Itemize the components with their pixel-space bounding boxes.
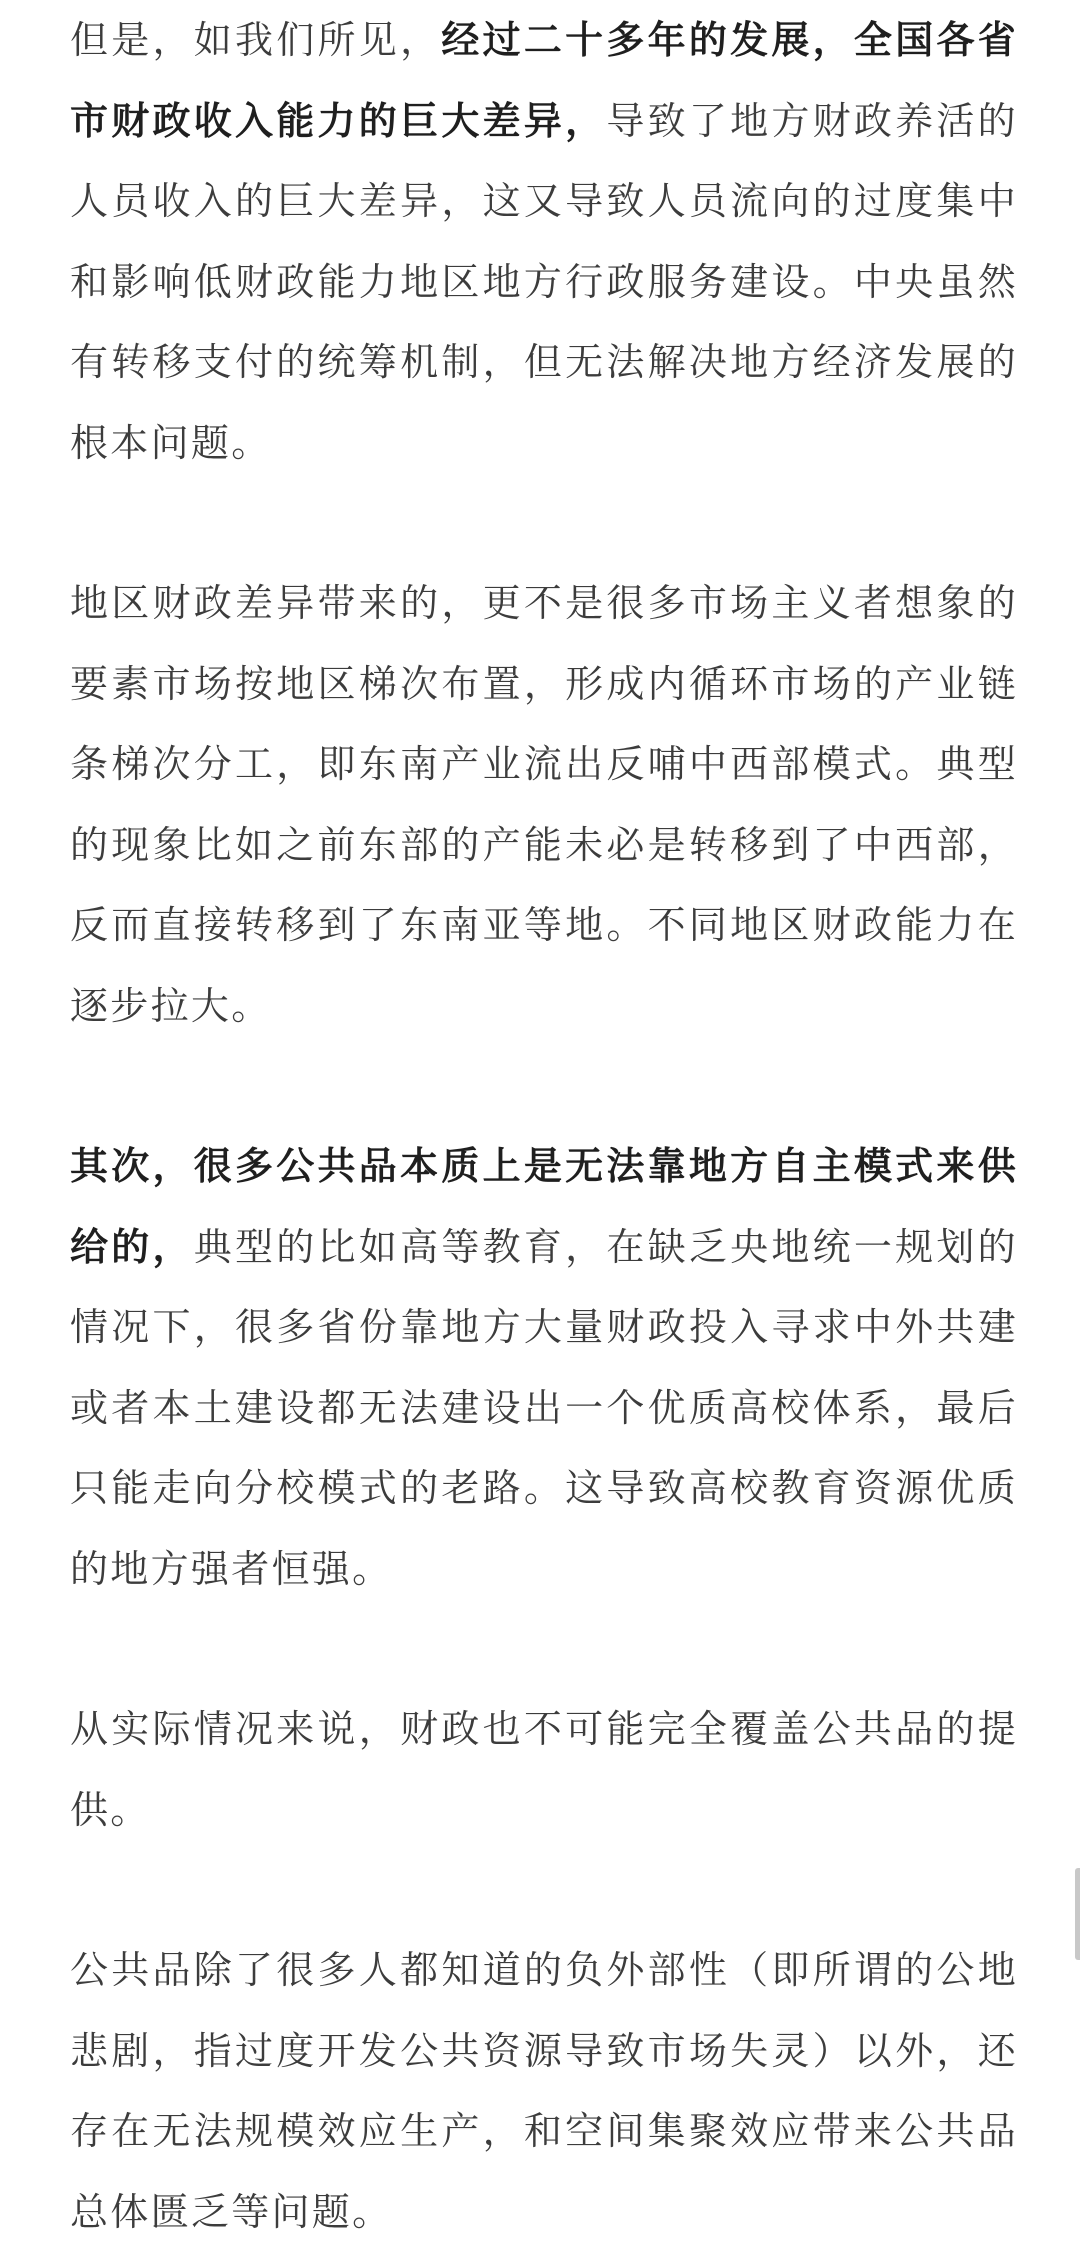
paragraph-text: 公共品除了很多人都知道的负外部性（即所谓的公地悲剧，指过度开发公共资源导致市场失灵）以外，还存在无法规模效应生产，和空间集聚效应带来公共品总体匮乏等问题。	[70, 1948, 1018, 2234]
paragraph-fiscal-coverage	[70, 1689, 1018, 1850]
paragraph-emphasis: 其次，很多公共品本质上是无法靠地方自主模式来供给的，	[70, 1144, 1018, 1269]
paragraph-fiscal-disparity	[70, 0, 1018, 483]
scrollbar-thumb[interactable]	[1075, 1868, 1080, 1960]
paragraph-public-goods	[70, 1126, 1018, 1609]
paragraph-text: 但是，如我们所见，	[70, 18, 442, 62]
paragraph-emphasis: 经过二十多年的发展，全国各省市财政收入能力的巨大差异，	[70, 18, 1019, 143]
paragraph-externalities	[70, 1930, 1018, 2252]
paragraph-text: 典型的比如高等教育，在缺乏央地统一规划的情况下，很多省份靠地方大量财政投入寻求中外共建或者本土建设都无法建设出一个优质高校体系，最后只能走向分校模式的老路。这导致高校教育资源优质的地方强者恒强。	[70, 1224, 1018, 1591]
article-body	[70, 0, 1018, 2252]
paragraph-text: 导致了地方财政养活的人员收入的巨大差异，这又导致人员流向的过度集中和影响低财政能力地区地方行政服务建设。中央虽然有转移支付的统筹机制，但无法解决地方经济发展的根本问题。	[70, 98, 1018, 465]
paragraph-regional-gap	[70, 563, 1018, 1046]
paragraph-text: 地区财政差异带来的，更不是很多市场主义者想象的要素市场按地区梯次布置，形成内循环市场的产业链条梯次分工，即东南产业流出反哺中西部模式。典型的现象比如之前东部的产能未必是转移到了中西部，反而直接转移到了东南亚等地。不同地区财政能力在逐步拉大。	[70, 581, 1018, 1028]
paragraph-text: 从实际情况来说，财政也不可能完全覆盖公共品的提供。	[70, 1707, 1018, 1832]
